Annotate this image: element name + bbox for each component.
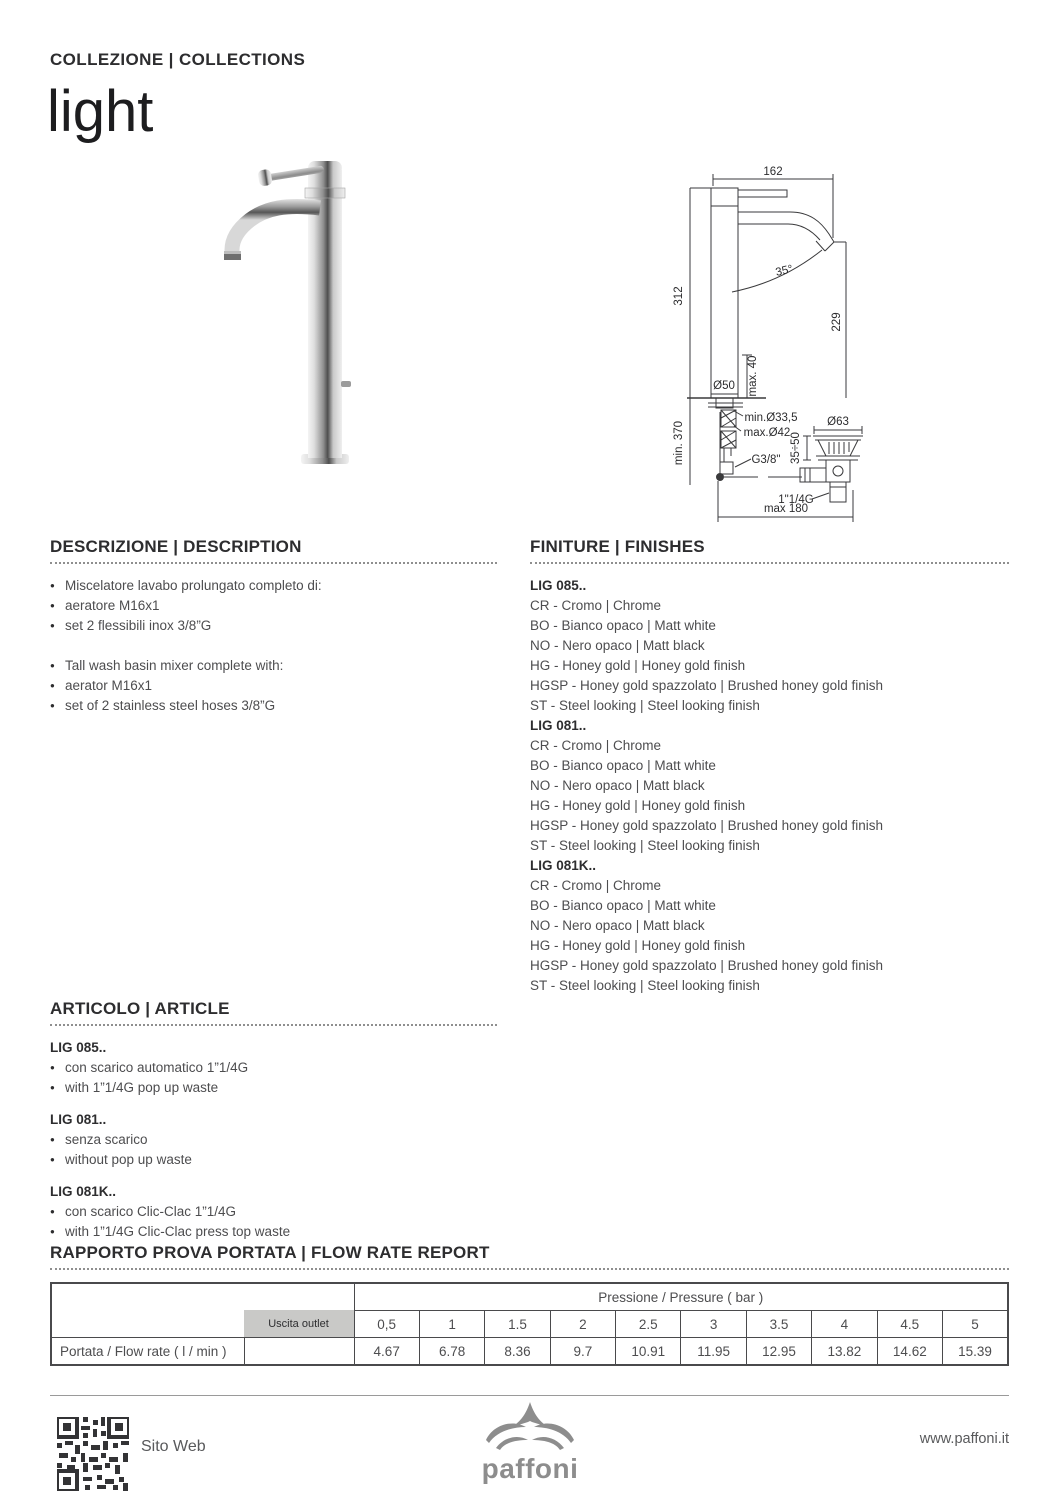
description-item: ● Miscelatore lavabo prolungato completo di:: [50, 576, 497, 596]
flow-value: 6.78: [419, 1338, 484, 1366]
dim-width-top: 162: [763, 166, 783, 178]
dim-drain-diameter: Ø63: [827, 416, 849, 428]
finish-line: CR - Cromo | Chrome: [530, 738, 662, 753]
dim-height-right: 229: [831, 312, 843, 332]
finish-line: CR - Cromo | Chrome: [530, 878, 662, 893]
description-item: ● set of 2 stainless steel hoses 3/8”G: [50, 696, 497, 716]
pressure-value: 2.5: [616, 1311, 681, 1338]
finish-line: BO - Bianco opaco | Matt white: [530, 758, 716, 773]
article-group-code: LIG 081K..: [50, 1184, 117, 1199]
dim-min-d335: min.Ø33,5: [744, 412, 798, 424]
paffoni-palm-icon: [484, 1402, 576, 1454]
product-photo: [170, 148, 450, 483]
flow-value: 12.95: [746, 1338, 811, 1366]
finish-line: HG - Honey gold | Honey gold finish: [530, 798, 746, 813]
flow-report-heading: RAPPORTO PROVA PORTATA | FLOW RATE REPORT: [50, 1243, 1009, 1270]
pressure-value: 0,5: [354, 1311, 419, 1338]
description-section: [50, 537, 497, 716]
pressure-value: 2: [550, 1311, 615, 1338]
pressure-value: 4.5: [877, 1311, 942, 1338]
pressure-value: 5: [943, 1311, 1008, 1338]
brand-logo: [468, 1402, 592, 1484]
flow-value: 10.91: [616, 1338, 681, 1366]
finish-line: BO - Bianco opaco | Matt white: [530, 898, 716, 913]
website-url: www.paffoni.it: [919, 1431, 1009, 1447]
pressure-value: 1.5: [485, 1311, 550, 1338]
article-item: ● senza scarico: [50, 1130, 497, 1150]
flow-value: 13.82: [812, 1338, 877, 1366]
finish-group-code: LIG 081K..: [530, 858, 597, 873]
dim-angle: 35°: [774, 263, 795, 279]
flow-row-label: Portata / Flow rate ( l / min ): [51, 1338, 244, 1366]
pressure-value: 4: [812, 1311, 877, 1338]
finish-line: HGSP - Honey gold spazzolato | Brushed honey gold finish: [530, 958, 883, 973]
flow-value: 15.39: [943, 1338, 1008, 1366]
flow-value: 4.67: [354, 1338, 419, 1366]
technical-drawing: [650, 150, 1059, 535]
flow-value: 8.36: [485, 1338, 550, 1366]
article-item: ● with 1”1/4G pop up waste: [50, 1078, 497, 1098]
flow-report-section: [50, 1243, 1009, 1366]
finish-line: ST - Steel looking | Steel looking finish: [530, 698, 760, 713]
finish-line: HG - Honey gold | Honey gold finish: [530, 938, 746, 953]
finish-line: HGSP - Honey gold spazzolato | Brushed honey gold finish: [530, 678, 883, 693]
pressure-value: 1: [419, 1311, 484, 1338]
finish-line: HGSP - Honey gold spazzolato | Brushed honey gold finish: [530, 818, 883, 833]
dim-max-40: max. 40: [747, 355, 759, 397]
dim-thread: G3/8": [751, 454, 781, 466]
footer-divider: [50, 1395, 1009, 1396]
flow-value: 11.95: [681, 1338, 746, 1366]
description-item: ● aeratore M16x1: [50, 596, 497, 616]
flow-value: 14.62: [877, 1338, 942, 1366]
article-section: [50, 999, 497, 1242]
finish-line: NO - Nero opaco | Matt black: [530, 918, 705, 933]
finish-group-code: LIG 081..: [530, 718, 587, 733]
outlet-label: Uscita outlet: [244, 1310, 354, 1337]
qr-code: [57, 1417, 129, 1496]
article-group-code: LIG 081..: [50, 1112, 107, 1127]
finishes-section: [530, 537, 1009, 996]
dimension-drawing: [650, 150, 1059, 530]
faucet-photo-illustration: [170, 148, 450, 478]
finish-line: ST - Steel looking | Steel looking finish: [530, 978, 760, 993]
description-heading: DESCRIZIONE | DESCRIPTION: [50, 537, 497, 564]
page-title: light: [47, 79, 154, 144]
qr-caption: Sito Web: [141, 1438, 206, 1455]
article-item: ● con scarico automatico 1”1/4G: [50, 1058, 497, 1078]
article-group-code: LIG 085..: [50, 1040, 107, 1055]
brand-wordmark: paffoni: [481, 1453, 579, 1484]
dim-min-370: min. 370: [673, 420, 685, 466]
finish-line: BO - Bianco opaco | Matt white: [530, 618, 716, 633]
pressure-header: Pressione / Pressure ( bar ): [354, 1283, 1008, 1311]
dim-waste-thread: 1"1/4G: [778, 494, 814, 506]
article-item: ● without pop up waste: [50, 1150, 497, 1170]
finish-line: CR - Cromo | Chrome: [530, 598, 662, 613]
article-item: ● with 1”1/4G Clic-Clac press top waste: [50, 1222, 497, 1242]
description-item: ● aerator M16x1: [50, 676, 497, 696]
finish-line: ST - Steel looking | Steel looking finish: [530, 838, 760, 853]
dim-max-d42: max.Ø42: [743, 427, 791, 439]
description-item: ● Tall wash basin mixer complete with:: [50, 656, 497, 676]
finish-group-code: LIG 085..: [530, 578, 587, 593]
flow-rate-table: [50, 1282, 1009, 1366]
collection-eyebrow: COLLEZIONE | COLLECTIONS: [50, 50, 306, 69]
pressure-value: 3.5: [746, 1311, 811, 1338]
dim-max-180: max 180: [763, 503, 809, 515]
flow-value: 9.7: [550, 1338, 615, 1366]
finishes-heading: FINITURE | FINISHES: [530, 537, 1009, 564]
dim-range-3550: 35÷50: [790, 432, 802, 464]
finish-line: NO - Nero opaco | Matt black: [530, 638, 705, 653]
pressure-value: 3: [681, 1311, 746, 1338]
description-item: ● set 2 flessibili inox 3/8”G: [50, 616, 497, 636]
dim-body-diameter: Ø50: [713, 380, 735, 392]
finish-line: NO - Nero opaco | Matt black: [530, 778, 705, 793]
finish-line: HG - Honey gold | Honey gold finish: [530, 658, 746, 673]
article-heading: ARTICOLO | ARTICLE: [50, 999, 497, 1026]
dim-height-left: 312: [673, 286, 685, 306]
article-item: ● con scarico Clic-Clac 1”1/4G: [50, 1202, 497, 1222]
